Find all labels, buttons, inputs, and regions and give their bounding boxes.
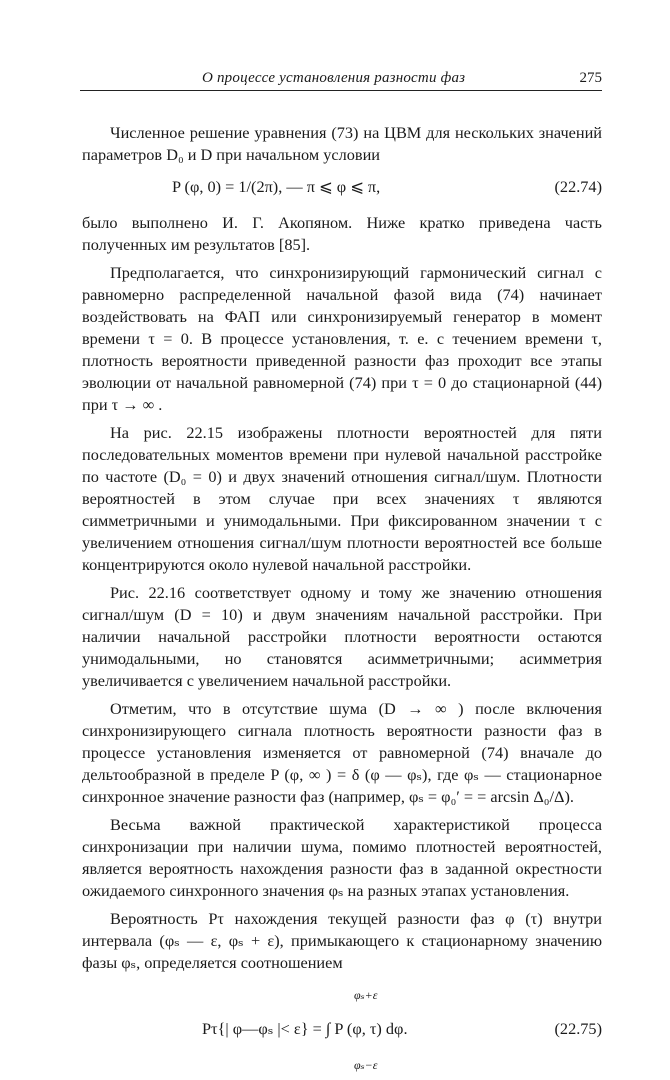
- paragraph-2: было выполнено И. Г. Акопяном. Ниже кратко приведена часть полученных им результатов [85].: [82, 213, 602, 254]
- equation-22-74-formula: P (φ, 0) = 1/(2π), — π ⩽ φ ⩽ π,: [172, 177, 381, 196]
- paragraph-7: Весьма важной практической характеристикой процесса синхронизации при наличии шума, помимо плотностей вероятностей, является вероятность нахождения разности фаз в заданной окрестности ожидаемого синхронного значения φₛ на разных этапах установления.: [82, 815, 602, 900]
- equation-22-75-number: (22.75): [554, 1019, 602, 1038]
- equation-22-75: [82, 980, 602, 1080]
- paragraph-5: Рис. 22.16 соответствует одному и тому же значению отношения сигнал/шум (D = 10) и двум значениям начальной расстройки. При наличии начальной расстройки плотности вероятности остаются унимодальными, но становятся асимметричными; асимметрия увеличивается с увеличением начальной расстройки.: [82, 583, 602, 690]
- paragraph-6: Отметим, что в отсутствие шума (D → ∞ ) после включения синхронизирующего сигнала плотность вероятности разности фаз в процессе установления изменяется от равномерной (74) вначале до дельтообразной в пределе P (φ, ∞ ) = δ (φ — φₛ), где φₛ — стационарное синхронное значение разности фаз (например, φₛ = φ₀′ = = arcsin Δ₀/Δ).: [82, 699, 602, 806]
- paragraph-3: Предполагается, что синхронизирующий гармонический сигнал с равномерно распределенной начальной фазой вида (74) начинает воздействовать на ФАП или синхронизируемый генератор в момент времени τ = 0. В процессе установления, т. е. с течением времени τ, плотность вероятности приведенной разности фаз проходит все этапы эволюции от начальной равномерной (74) при τ = 0 до стационарной (44) при τ → ∞ .: [82, 263, 602, 414]
- paragraph-8: Вероятность Pτ нахождения текущей разности фаз φ (τ) внутри интервала (φₛ — ε, φₛ + ε), примыкающего к стационарному значению фазы φₛ, определяется соотношением: [82, 909, 602, 972]
- running-title: О процессе установления разности фаз: [202, 70, 466, 86]
- integral-upper-limit: φₛ+ε: [354, 988, 378, 1002]
- running-header: [80, 68, 602, 91]
- page-number: 275: [579, 70, 602, 86]
- equation-22-74-number: (22.74): [554, 177, 602, 196]
- page-body: [82, 122, 602, 1080]
- equation-22-74: [82, 166, 602, 210]
- paragraph-1: Численное решение уравнения (73) на ЦВМ для нескольких значений параметров D₀ и D при начальном условии: [82, 123, 602, 164]
- equation-22-75-formula: Pτ{| φ—φₛ |< ε} = ∫ P (φ, τ) dφ.: [202, 1019, 408, 1038]
- integral-lower-limit: φₛ−ε: [354, 1058, 378, 1072]
- paragraph-4: На рис. 22.15 изображены плотности вероятностей для пяти последовательных моментов времени при нулевой начальной расстройке по частоте (D₀ = 0) и двух значений отношения сигнал/шум. Плотности вероятностей в этом случае при всех значениях τ являются симметричными и унимодальными. При фиксированном значении τ с увеличением отношения сигнал/шум плотности вероятностей все больше концентрируются около нулевой начальной расстройки.: [82, 423, 602, 574]
